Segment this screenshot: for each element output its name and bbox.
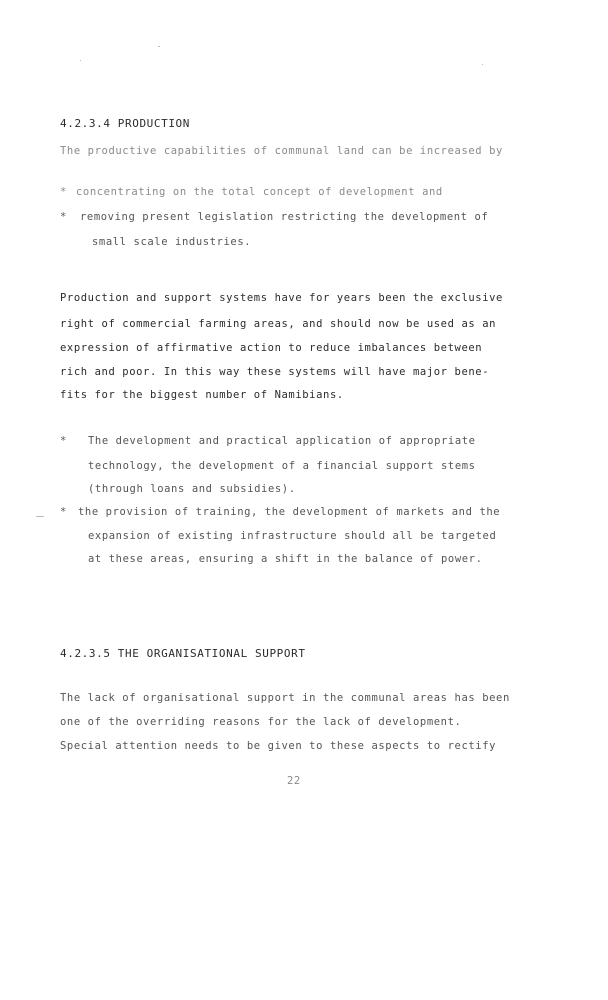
- scan-speck: [158, 46, 160, 47]
- scan-speck: [36, 516, 44, 517]
- bullet-marker: *: [60, 506, 67, 518]
- paragraph-line: one of the overriding reasons for the lack of development.: [60, 716, 462, 728]
- bullet-marker: *: [60, 211, 67, 223]
- bullet-marker: *: [60, 435, 67, 447]
- bullet-text-line: the provision of training, the development of markets and the: [78, 506, 501, 518]
- bullet-text-line: expansion of existing infrastructure should all be targeted: [88, 530, 497, 542]
- bullet-text-line: technology, the development of a financial support stems: [88, 460, 476, 472]
- bullet-text-line: removing present legislation restricting the development of: [80, 211, 489, 223]
- paragraph-line: fits for the biggest number of Namibians.: [60, 389, 344, 401]
- paragraph-line: right of commercial farming areas, and should now be used as an: [60, 318, 497, 330]
- scan-speck: [80, 60, 81, 61]
- bullet-text-line: (through loans and subsidies).: [88, 483, 296, 495]
- scan-speck: [482, 64, 483, 65]
- bullet-text-line: at these areas, ensuring a shift in the balance of power.: [88, 553, 483, 565]
- production-intro-line: The productive capabilities of communal land can be increased by: [60, 145, 503, 157]
- paragraph-line: Production and support systems have for years been the exclusive: [60, 292, 503, 304]
- paragraph-line: expression of affirmative action to reduce imbalances between: [60, 342, 483, 354]
- page-number: 22: [287, 775, 301, 787]
- bullet-text-line: concentrating on the total concept of development and: [76, 186, 443, 198]
- bullet-marker: *: [60, 186, 67, 198]
- bullet-text-line: small scale industries.: [92, 236, 252, 248]
- paragraph-line: rich and poor. In this way these systems will have major bene-: [60, 366, 490, 378]
- paragraph-line: Special attention needs to be given to these aspects to rectify: [60, 740, 497, 752]
- paragraph-line: The lack of organisational support in the communal areas has been: [60, 692, 510, 704]
- section-heading-production: 4.2.3.4 PRODUCTION: [60, 117, 191, 130]
- section-heading-organisational-support: 4.2.3.5 THE ORGANISATIONAL SUPPORT: [60, 647, 306, 660]
- bullet-text-line: The development and practical application of appropriate: [88, 435, 476, 447]
